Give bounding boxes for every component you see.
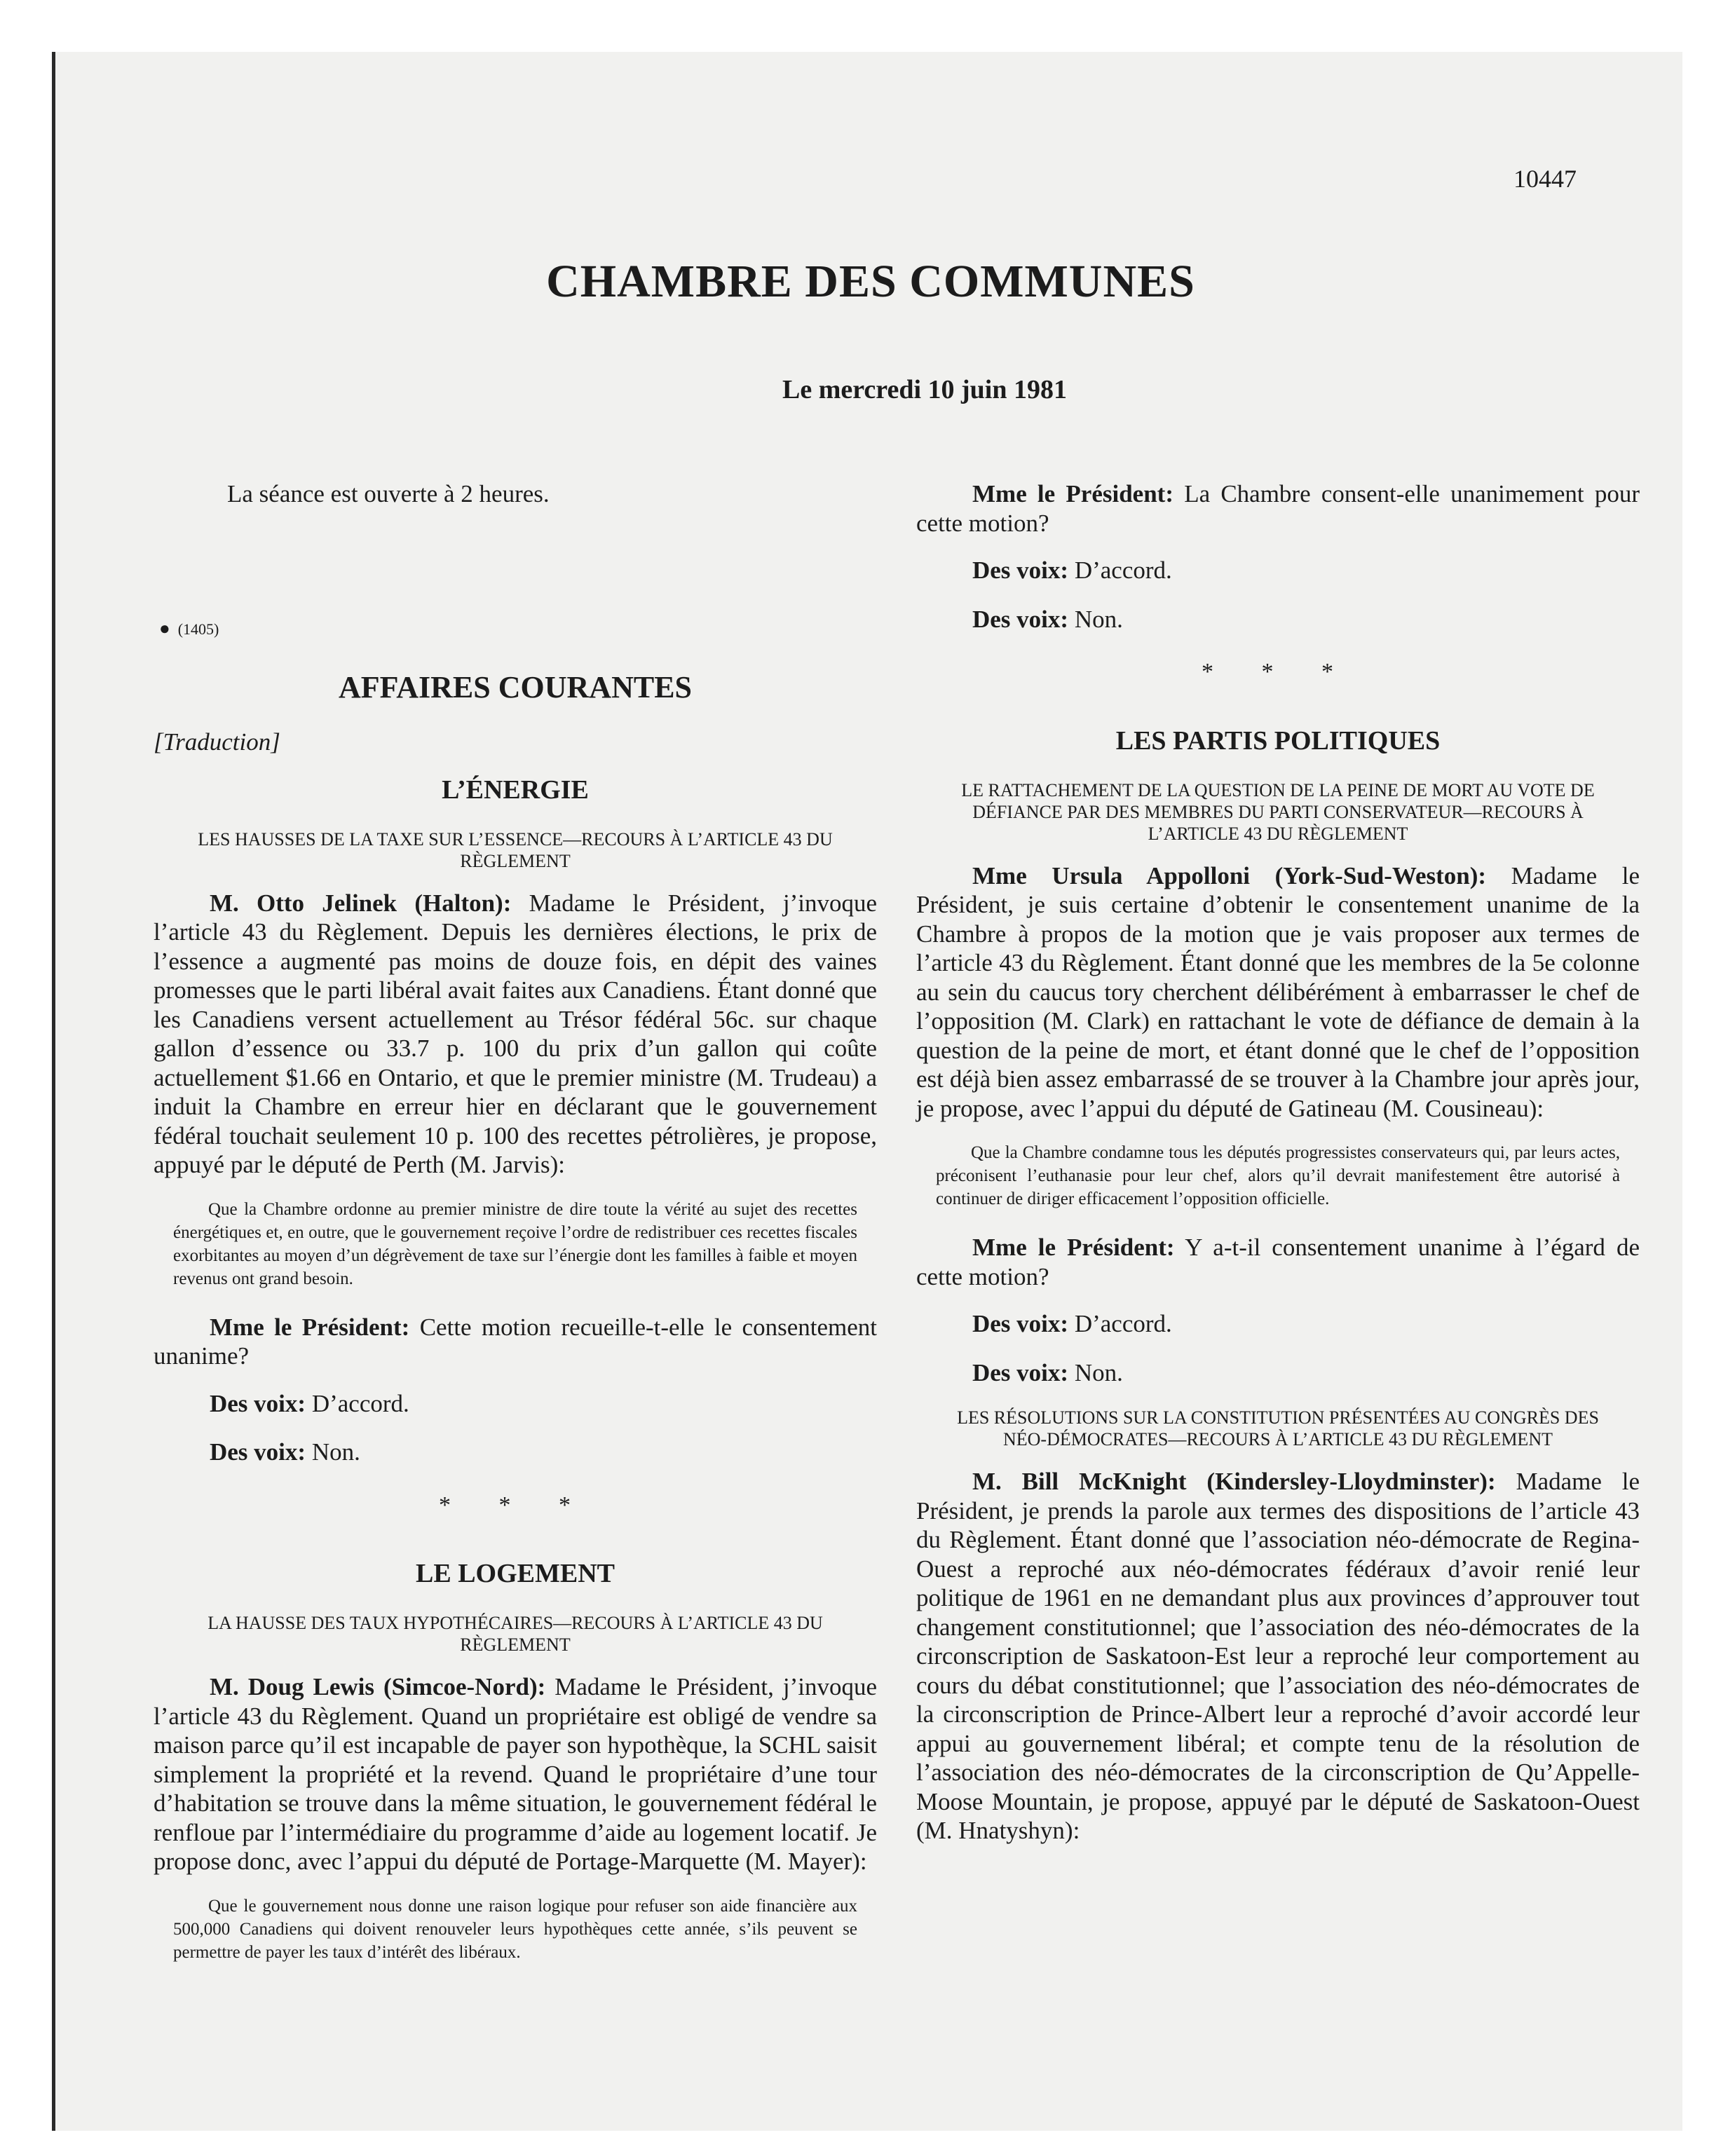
parties-president — [916, 1233, 1640, 1291]
sitting-date: Le mercredi 10 juin 1981 — [782, 375, 1067, 404]
top-president — [916, 479, 1640, 538]
speech-text: Non. — [306, 1438, 360, 1466]
parties-motion: Que la Chambre condamne tous les députés progressistes conservateurs qui, par leurs actes, préconisent l’euthanasie pour leur chef, alors qu’il devrait manifestement être autorisé à continuer de diriger efficacement l’opposition officielle. — [936, 1143, 1620, 1208]
time-marker-text: (1405) — [177, 620, 219, 638]
speaker-name: M. Doug Lewis (Simcoe-Nord): — [210, 1673, 546, 1700]
parties-speech — [916, 861, 1640, 1124]
speech-text: Y a-t-il consentement unanime à l’égard de cette motion? — [916, 1234, 1640, 1290]
speaker-name: Des voix: — [210, 1438, 306, 1466]
page-number: 10447 — [1513, 165, 1577, 193]
speaker-name: M. Bill McKnight (Kindersley-Lloydminster): — [972, 1468, 1496, 1495]
housing-motion: Que le gouvernement nous donne une raison logique pour refuser son aide financière aux 500,000 Canadiens qui doivent renouveler leurs hypothèques cette année, s’ils peuvent se permettre de payer les taux d’intérêt des libéraux. — [173, 1896, 857, 1962]
time-marker — [154, 614, 877, 644]
speaker-name: Mme le Président: — [210, 1313, 410, 1341]
housing-title: LE LOGEMENT — [416, 1559, 615, 1588]
parties-voices-yes — [916, 1309, 1640, 1339]
document-title: CHAMBRE DES COMMUNES — [546, 256, 1195, 307]
energy-subtitle: LES HAUSSES DE LA TAXE SUR L’ESSENCE—RECOURS À L’ARTICLE 43 DU RÈGLEMENT — [198, 828, 833, 871]
speech-text: Cette motion recueille-t-elle le consentement unanime? — [154, 1313, 877, 1370]
speech-text: Non. — [1068, 1358, 1123, 1386]
speech-text: D’accord. — [1068, 1310, 1172, 1337]
parties-voices-no — [916, 1358, 1640, 1388]
constitution-subtitle: LES RÉSOLUTIONS SUR LA CONSTITUTION PRÉSENTÉES AU CONGRÈS DES NÉO-DÉMOCRATES—RECOURS À L’ARTICLE 43 DU RÈGLEMENT — [957, 1407, 1599, 1449]
speaker-name: Mme le Président: — [972, 480, 1173, 507]
section-separator: * * * — [439, 1492, 592, 1518]
energy-voices-yes — [154, 1389, 877, 1419]
speaker-name: Des voix: — [972, 605, 1069, 633]
speech-text: D’accord. — [306, 1389, 409, 1417]
speaker-name: Des voix: — [972, 1310, 1069, 1337]
housing-speech — [154, 1672, 877, 1876]
speaker-name: Des voix: — [972, 557, 1069, 584]
energy-speech — [154, 889, 877, 1180]
speech-text: Madame le Président, je suis certaine d’obtenir le consentement unanime de la Chambre à propos de la motion que je vais proposer aux termes de l’article 43 du Règlement. Étant donné que les membres de la 5e colonne au sein du caucus tory cherchent délibérément à embarrasser le chef de l’opposition (M. Clark) en rattachant le vote de défiance de demain à la question de la peine de mort, et étant donné que le chef de l’opposition est déjà bien assez embarrassé de se trouver à la Chambre jour après jour, je propose, avec l’appui du député de Gatineau (M. Cousineau): — [916, 861, 1640, 1122]
bullet-icon: ● — [159, 618, 170, 639]
energy-president — [154, 1313, 877, 1371]
energy-voices-no — [154, 1438, 877, 1467]
top-voices-no — [916, 605, 1640, 634]
speech-text: Madame le Président, j’invoque l’article 43 du Règlement. Quand un propriétaire est obligé de vendre sa maison parce qu’il est incapable de payer son hypothèque, la SCHL saisit simplement la propriété et la revend. Quand le propriétaire d’une tour d’habitation se trouve dans la même situation, le gouvernement fédéral le renfloue par l’intermédiaire du programme d’aide au logement locatif. Je propose donc, avec l’appui du député de Portage-Marquette (M. Mayer): — [154, 1673, 877, 1875]
speaker-name: Des voix: — [972, 1358, 1069, 1386]
parties-subtitle: LE RATTACHEMENT DE LA QUESTION DE LA PEINE DE MORT AU VOTE DE DÉFIANCE PAR DES MEMBRES DU PARTI CONSERVATEUR—RECOURS À L’ARTICLE 43 DU RÈGLEMENT — [961, 779, 1595, 844]
housing-subtitle: LA HAUSSE DES TAUX HYPOTHÉCAIRES—RECOURS À L’ARTICLE 43 DU RÈGLEMENT — [207, 1613, 823, 1655]
speech-text: D’accord. — [1068, 557, 1172, 584]
energy-title: L’ÉNERGIE — [442, 775, 589, 805]
section-separator: * * * — [1202, 659, 1354, 685]
translation-tag: [Traduction] — [154, 728, 280, 756]
energy-motion: Que la Chambre ordonne au premier ministre de dire toute la vérité au sujet des recettes énergétiques et, en outre, que le gouvernement reçoive l’ordre de redistribuer ces recettes fiscales exorbitantes au moyen d’un dégrèvement de taxe sur l’énergie dont les familles à faible et moyen revenus ont grand besoin. — [173, 1199, 857, 1288]
speaker-name: Des voix: — [210, 1389, 306, 1417]
speaker-name: Mme le Président: — [972, 1234, 1175, 1261]
left-column — [154, 479, 877, 1986]
speech-text: Non. — [1068, 605, 1123, 633]
section-heading: AFFAIRES COURANTES — [338, 670, 693, 704]
speech-text: La Chambre consent-elle unanimement pour cette motion? — [916, 480, 1640, 537]
parties-title: LES PARTIS POLITIQUES — [1115, 725, 1441, 756]
sitting-opening: La séance est ouverte à 2 heures. — [227, 480, 550, 507]
right-column — [916, 479, 1640, 1864]
speaker-name: Mme Ursula Appolloni (York-Sud-Weston): — [972, 861, 1487, 889]
top-voices-yes — [916, 556, 1640, 585]
speaker-name: M. Otto Jelinek (Halton): — [210, 889, 512, 917]
speech-text: Madame le Président, j’invoque l’article 43 du Règlement. Depuis les dernières élections, le prix de l’essence a augmenté pas moins de douze fois, en dépit des vaines promesses que le parti libéral avait faites aux Canadiens. Étant donné que les Canadiens versent actuellement au Trésor fédéral 56c. sur chaque gallon d’essence ou 33.7 p. 100 du prix d’un gallon qui coûte actuellement $1.66 en Ontario, et que le premier ministre (M. Trudeau) a induit la Chambre en erreur hier en déclarant que le gouvernement fédéral touchait seulement 10 p. 100 des recettes pétrolières, je propose, appuyé par le député de Perth (M. Jarvis): — [154, 889, 877, 1178]
document-page — [52, 52, 1682, 2131]
constitution-speech — [916, 1467, 1640, 1845]
speech-text: Madame le Président, je prends la parole aux termes des dispositions de l’article 43 du Règlement. Étant donné que l’association néo-démocrate de Regina-Ouest a reproché aux néo-démocrates fédéraux d’avoir renié leur politique de 1961 en ne demandant plus aux provinces d’approuver tout changement constitutionnel; que l’association des néo-démocrates de la circonscription de Saskatoon-Est leur a reproché leur comportement au cours du débat constitutionnel; que l’association des néo-démocrates de la circonscription de Prince-Albert leur a reproché d’avoir accordé leur appui au gouvernement libéral; et compte tenu de la résolution de l’association des néo-démocrates de la circonscription de Qu’Appelle-Moose Mountain, je propose, appuyé par le député de Saskatoon-Ouest (M. Hnatyshyn): — [916, 1468, 1640, 1844]
